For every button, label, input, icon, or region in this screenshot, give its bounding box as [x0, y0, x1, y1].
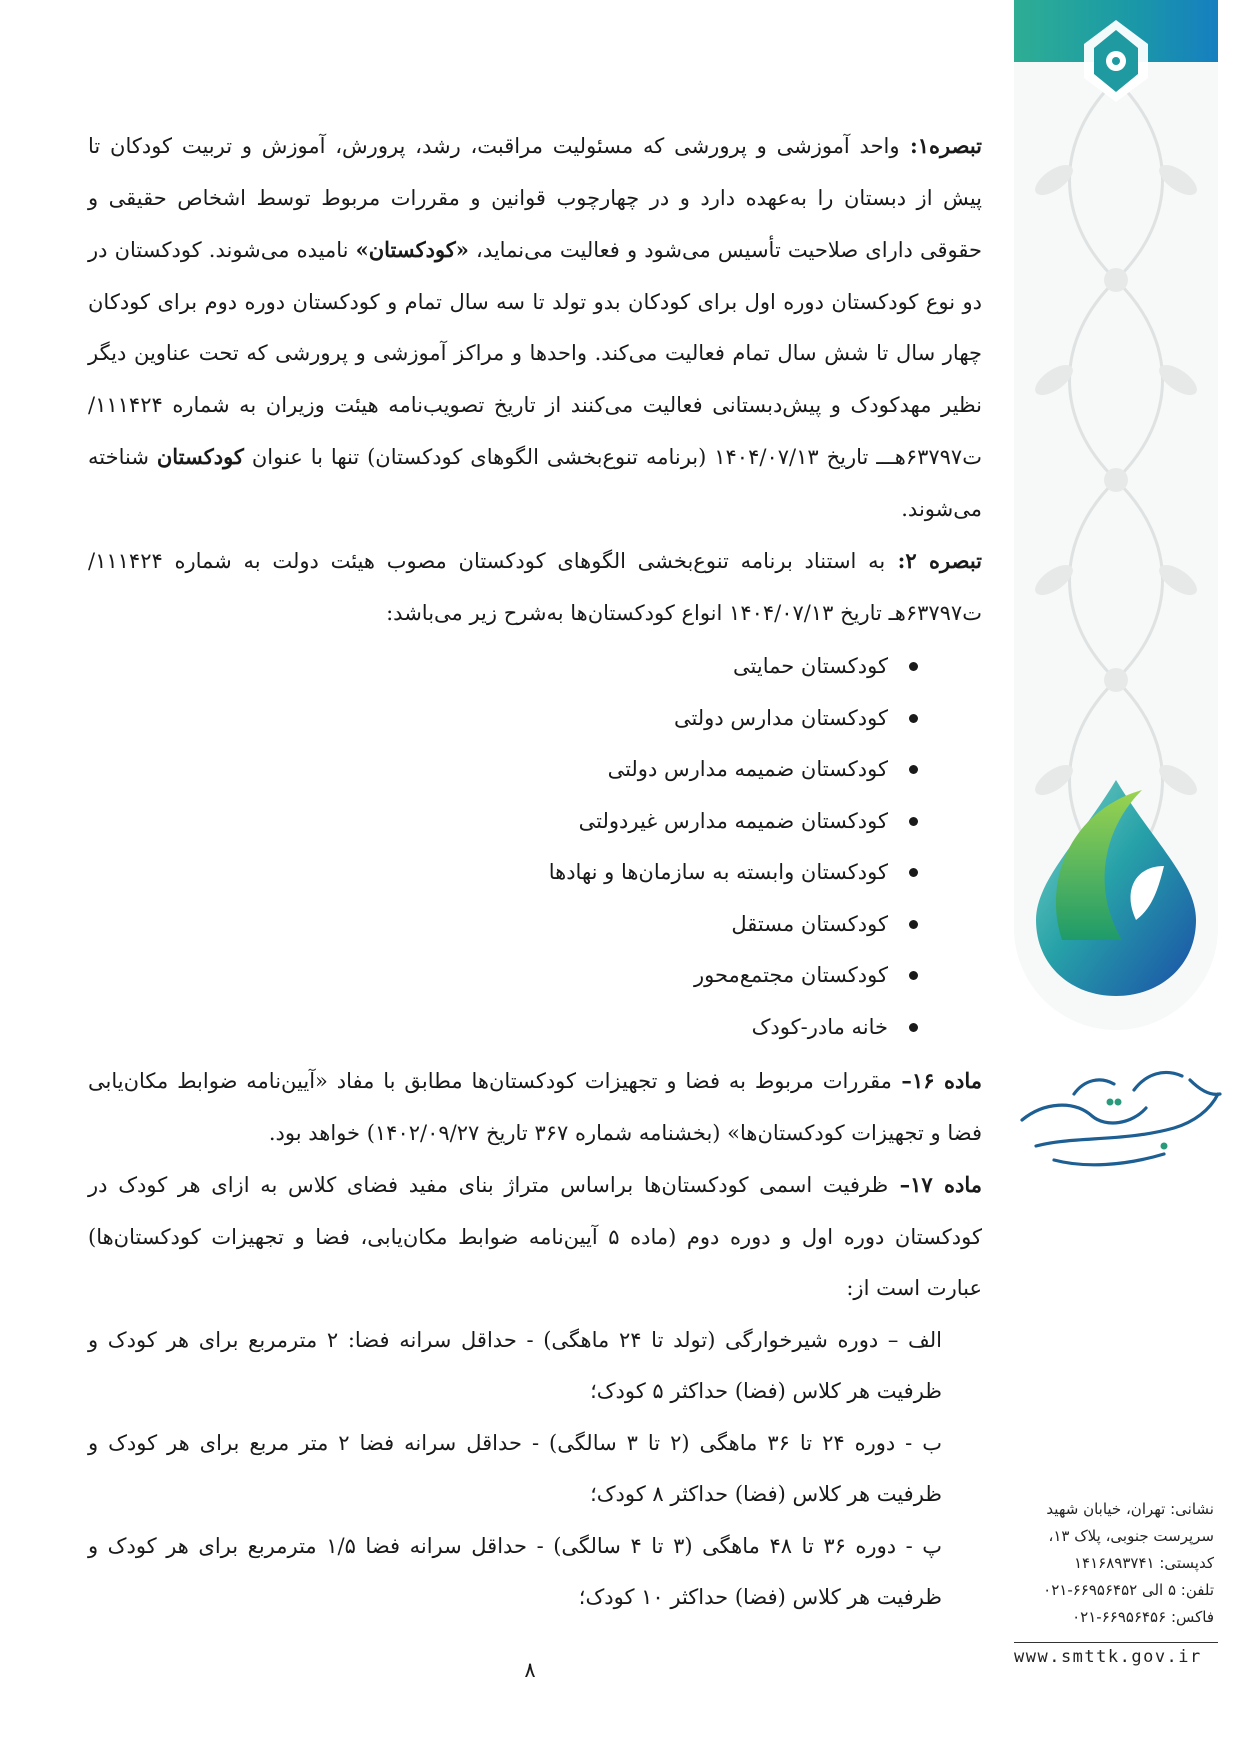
bold-run: «کودکستان»: [355, 237, 469, 262]
article-17-item-be: ب - دوره ۲۴ تا ۳۶ ماهگی (۲ تا ۳ سالگی) - حداقل سرانه فضا ۲ متر مربع برای هر کودک و ظرفیت هر کلاس (فضا) حداکثر ۸ کودک؛: [88, 1430, 943, 1506]
list-item: [88, 744, 918, 796]
list-item-label: کودکستان مجتمع‌محور: [693, 963, 888, 987]
list-item: [88, 950, 918, 1002]
sidebar-band: [1014, 0, 1218, 1030]
sidebar: [1014, 0, 1218, 1754]
bold-run: تبصره ۲:: [885, 548, 982, 573]
address-line: نشانی: تهران، خیابان شهید: [1046, 1500, 1214, 1518]
text-run: واحد آموزشی و پرورشی که مسئولیت مراقبت، رشد، پرورش، آموزش و تربیت کودکان تا پیش از دبستان را به‌عهده دارد و در چهارچوب قوانین و مقررات مربوط توسط اشخاص حقیقی و حقوقی دارای صلاحیت تأسیس می‌شود و فعالیت می‌نماید،: [88, 134, 983, 262]
list-item-label: کودکستان مستقل: [731, 911, 888, 936]
text-run: شناخته می‌شوند.: [88, 445, 982, 521]
list-item: [88, 641, 918, 693]
list-item: [88, 693, 918, 745]
bullet-icon: [909, 662, 918, 671]
page-number: ۸: [524, 1658, 536, 1682]
list-item: [88, 796, 918, 848]
drop-emblem-icon: [1032, 770, 1200, 1000]
list-item: [88, 847, 918, 899]
text-run: مقررات مربوط به فضا و تجهیزات کودکستان‌ها مطابق با مفاد «آیین‌نامه ضوابط مکان‌یابی فضا و تجهیزات کودکستان‌ها» (بخشنامه شماره ۳۶۷ تاریخ ۱۴۰۲/۰۹/۲۷) خواهد بود.: [88, 1069, 982, 1145]
text-run: نامیده می‌شوند. کودکستان در دو نوع کودکستان دوره اول برای کودکان بدو تولد تا سه سال تمام و کودکستان دوره دوم برای کودکان چهار سال تا شش سال تمام فعالیت می‌کند. واحدها و مراکز آموزشی و پرورشی که تحت عناوین دیگر نظیر مهدکودک و پیش‌دبستانی فعالیت می‌کنند از تاریخ تصویب‌نامه هیئت وزیران به شماره ۱۱۱۴۲۴/ت۶۳۷۹۷هـــ تاریخ ۱۴۰۴/۰۷/۱۳ (برنامه تنوع‌بخشی الگوهای کودکستان) تنها با عنوان: [88, 238, 982, 469]
bullet-icon: [909, 920, 918, 929]
article-17-paragraph: [88, 1159, 982, 1315]
article-17-item-alef: الف – دوره شیرخوارگی (تولد تا ۲۴ ماهگی) - حداقل سرانه فضا: ۲ مترمربع برای هر کودک و ظرفیت هر کلاس (فضا) حداکثر ۵ کودک؛: [88, 1327, 943, 1403]
organization-logo: [1014, 1050, 1226, 1180]
text-run: به استناد برنامه تنوع‌بخشی الگوهای کودکستان مصوب هیئت دولت به شماره ۱۱۱۴۲۴/ت۶۳۷۹۷هـ تاریخ ۱۴۰۴/۰۷/۱۳ انواع کودکستان‌ها به‌شرح زیر می‌باشد:: [88, 549, 982, 625]
article-17-item-pe: پ - دوره ۳۶ تا ۴۸ ماهگی (۳ تا ۴ سالگی) - حداقل سرانه فضا ۱/۵ مترمربع برای هر کودک و ظرفیت هر کلاس (فضا) حداکثر ۱۰ کودک؛: [88, 1533, 943, 1609]
bold-run: ماده ۱۶–: [891, 1068, 983, 1093]
bullet-icon: [909, 817, 918, 826]
list-item-label: کودکستان حمایتی: [733, 654, 888, 678]
list-item-label: کودکستان ضمیمه مدارس غیردولتی: [578, 808, 888, 833]
text-run: ظرفیت اسمی کودکستان‌ها براساس متراژ بنای مفید فضای کلاس به ازای هر کودک در کودکستان دوره اول و دوره دوم (ماده ۵ آیین‌نامه ضوابط مکان‌یابی، فضا و تجهیزات کودکستان‌ها) عبارت است از:: [88, 1173, 982, 1300]
note-2-paragraph: [88, 535, 982, 639]
website-link[interactable]: www.smttk.gov.ir: [1014, 1642, 1218, 1667]
list-item-label: خانه مادر-کودک: [751, 1014, 888, 1039]
kindergarten-types-list: [88, 641, 982, 1053]
list-item-label: کودکستان مدارس دولتی: [673, 705, 888, 730]
note-1-paragraph: [88, 120, 982, 535]
list-item: [88, 899, 918, 951]
bold-run: ماده ۱۷–: [888, 1172, 983, 1197]
list-item-label: کودکستان ضمیمه مدارس دولتی: [607, 757, 888, 781]
address-line: سرپرست جنوبی، پلاک ۱۳،: [1048, 1527, 1214, 1545]
document-body: [88, 120, 982, 1624]
list-item-label: کودکستان وابسته به سازمان‌ها و نهادها: [548, 860, 888, 884]
article-16-paragraph: [88, 1055, 982, 1159]
bullet-icon: [909, 971, 918, 980]
bullet-icon: [909, 868, 918, 877]
bold-run: تبصره۱:: [899, 133, 982, 158]
bold-run: کودکستان: [156, 444, 244, 469]
contact-info: [1014, 1496, 1214, 1631]
bullet-icon: [909, 714, 918, 723]
postal-code: کدپستی: ۱۴۱۶۸۹۳۷۴۱: [1074, 1554, 1214, 1572]
phone-number: تلفن: ۵ الی ۶۶۹۵۶۴۵۲-۰۲۱: [1043, 1581, 1214, 1599]
bullet-icon: [909, 765, 918, 774]
bullet-icon: [909, 1023, 918, 1032]
ornament-icon: [1076, 16, 1156, 106]
fax-number: فاکس: ۶۶۹۵۶۴۵۶-۰۲۱: [1072, 1608, 1214, 1626]
list-item: [88, 1002, 918, 1054]
